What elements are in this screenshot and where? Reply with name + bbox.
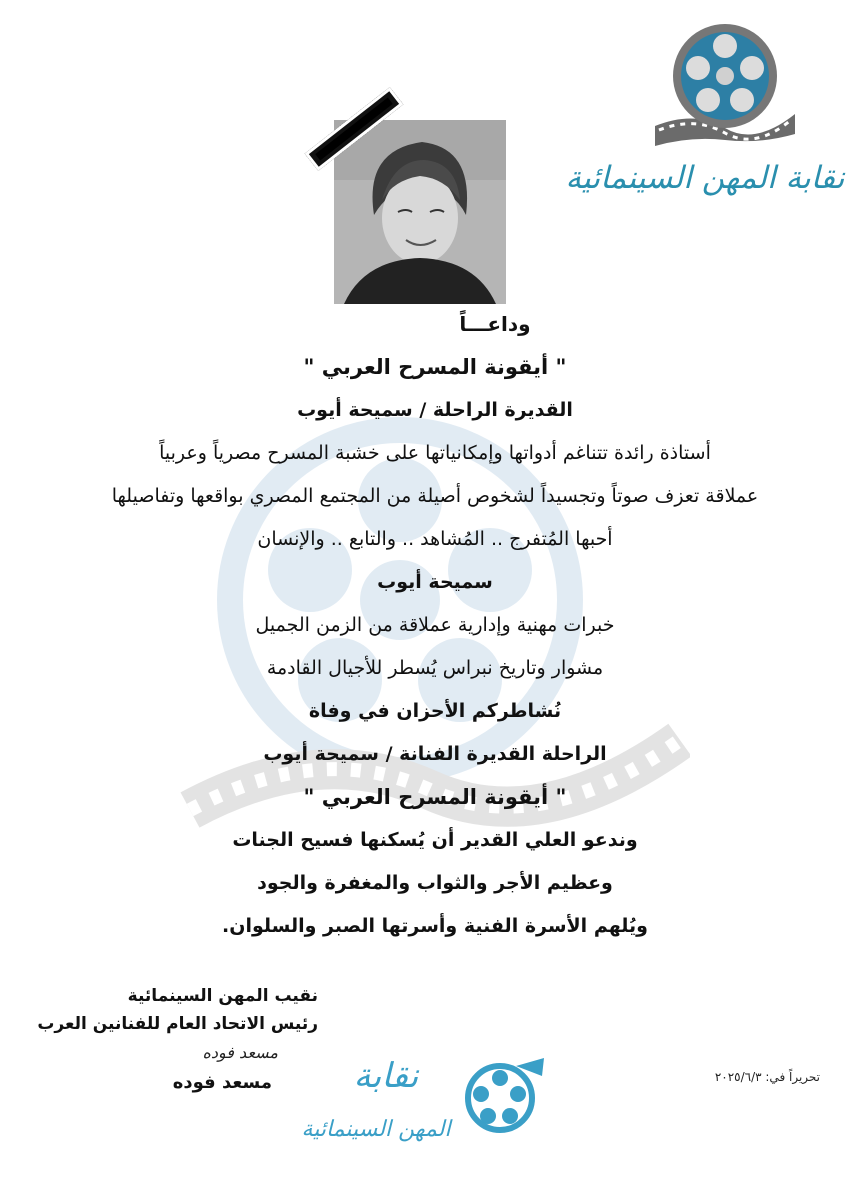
issue-date: تحريراً في: ٢٠٢٥/٦/٣ [714,1070,820,1084]
tribute-line: عملاقة تعزف صوتاً وتجسيداً لشخوص أصيلة من المجتمع المصري بواقعها وتفاصيلها [111,485,759,507]
stamp-word: المهن السينمائية [301,1117,451,1142]
tribute-line: مشوار وتاريخ نبراس يُسطر للأجيال القادمة [266,657,604,679]
prayer-line: وعظيم الأجر والثواب والمغفرة والجود [257,872,613,894]
prayer-line: وندعو العلي القدير أن يُسكنها فسيح الجنات [232,829,638,851]
stamp-reel-icon [456,1054,548,1140]
organization-stamp [296,1050,556,1168]
handwritten-signature: مسعد فوده [202,1043,278,1062]
portrait-photo [334,120,506,304]
tribute-line: خبرات مهنية وإدارية عملاقة من الزمن الجميل [255,614,615,636]
subtitle: القديرة الراحلة / سميحة أيوب [297,399,573,421]
farewell-heading: وداعـــاً [459,312,531,336]
organization-name: نقابة المهن السينمائية [565,160,845,196]
title-quote-2: " أيقونة المسرح العربي " [303,785,567,809]
tribute-line: أستاذة رائدة تتناغم أدواتها وإمكانياتها على خشبة المسرح مصرياً وعربياً [159,442,711,464]
film-reel-logo-icon [655,18,795,148]
deceased-line: الراحلة القديرة الفنانة / سميحة أيوب [263,743,607,765]
condolence-line: نُشاطركم الأحزان في وفاة [308,700,562,722]
condolence-text [40,302,830,948]
signature-block [38,982,318,1098]
tribute-line: أحبها المُتفرج .. المُشاهد .. والتابع .. والإنسان [257,528,613,550]
signer-role: نقيب المهن السينمائية [127,986,318,1006]
prayer-line: ويُلهم الأسرة الفنية وأسرتها الصبر والسلوان. [222,915,648,937]
signer-role: رئيس الاتحاد العام للفنانين العرب [37,1014,318,1034]
stamp-word: نقابة [353,1056,419,1096]
name-heading: سميحة أيوب [377,571,493,593]
title-quote: " أيقونة المسرح العربي " [303,355,567,379]
signer-name: مسعد فوده [172,1072,272,1093]
